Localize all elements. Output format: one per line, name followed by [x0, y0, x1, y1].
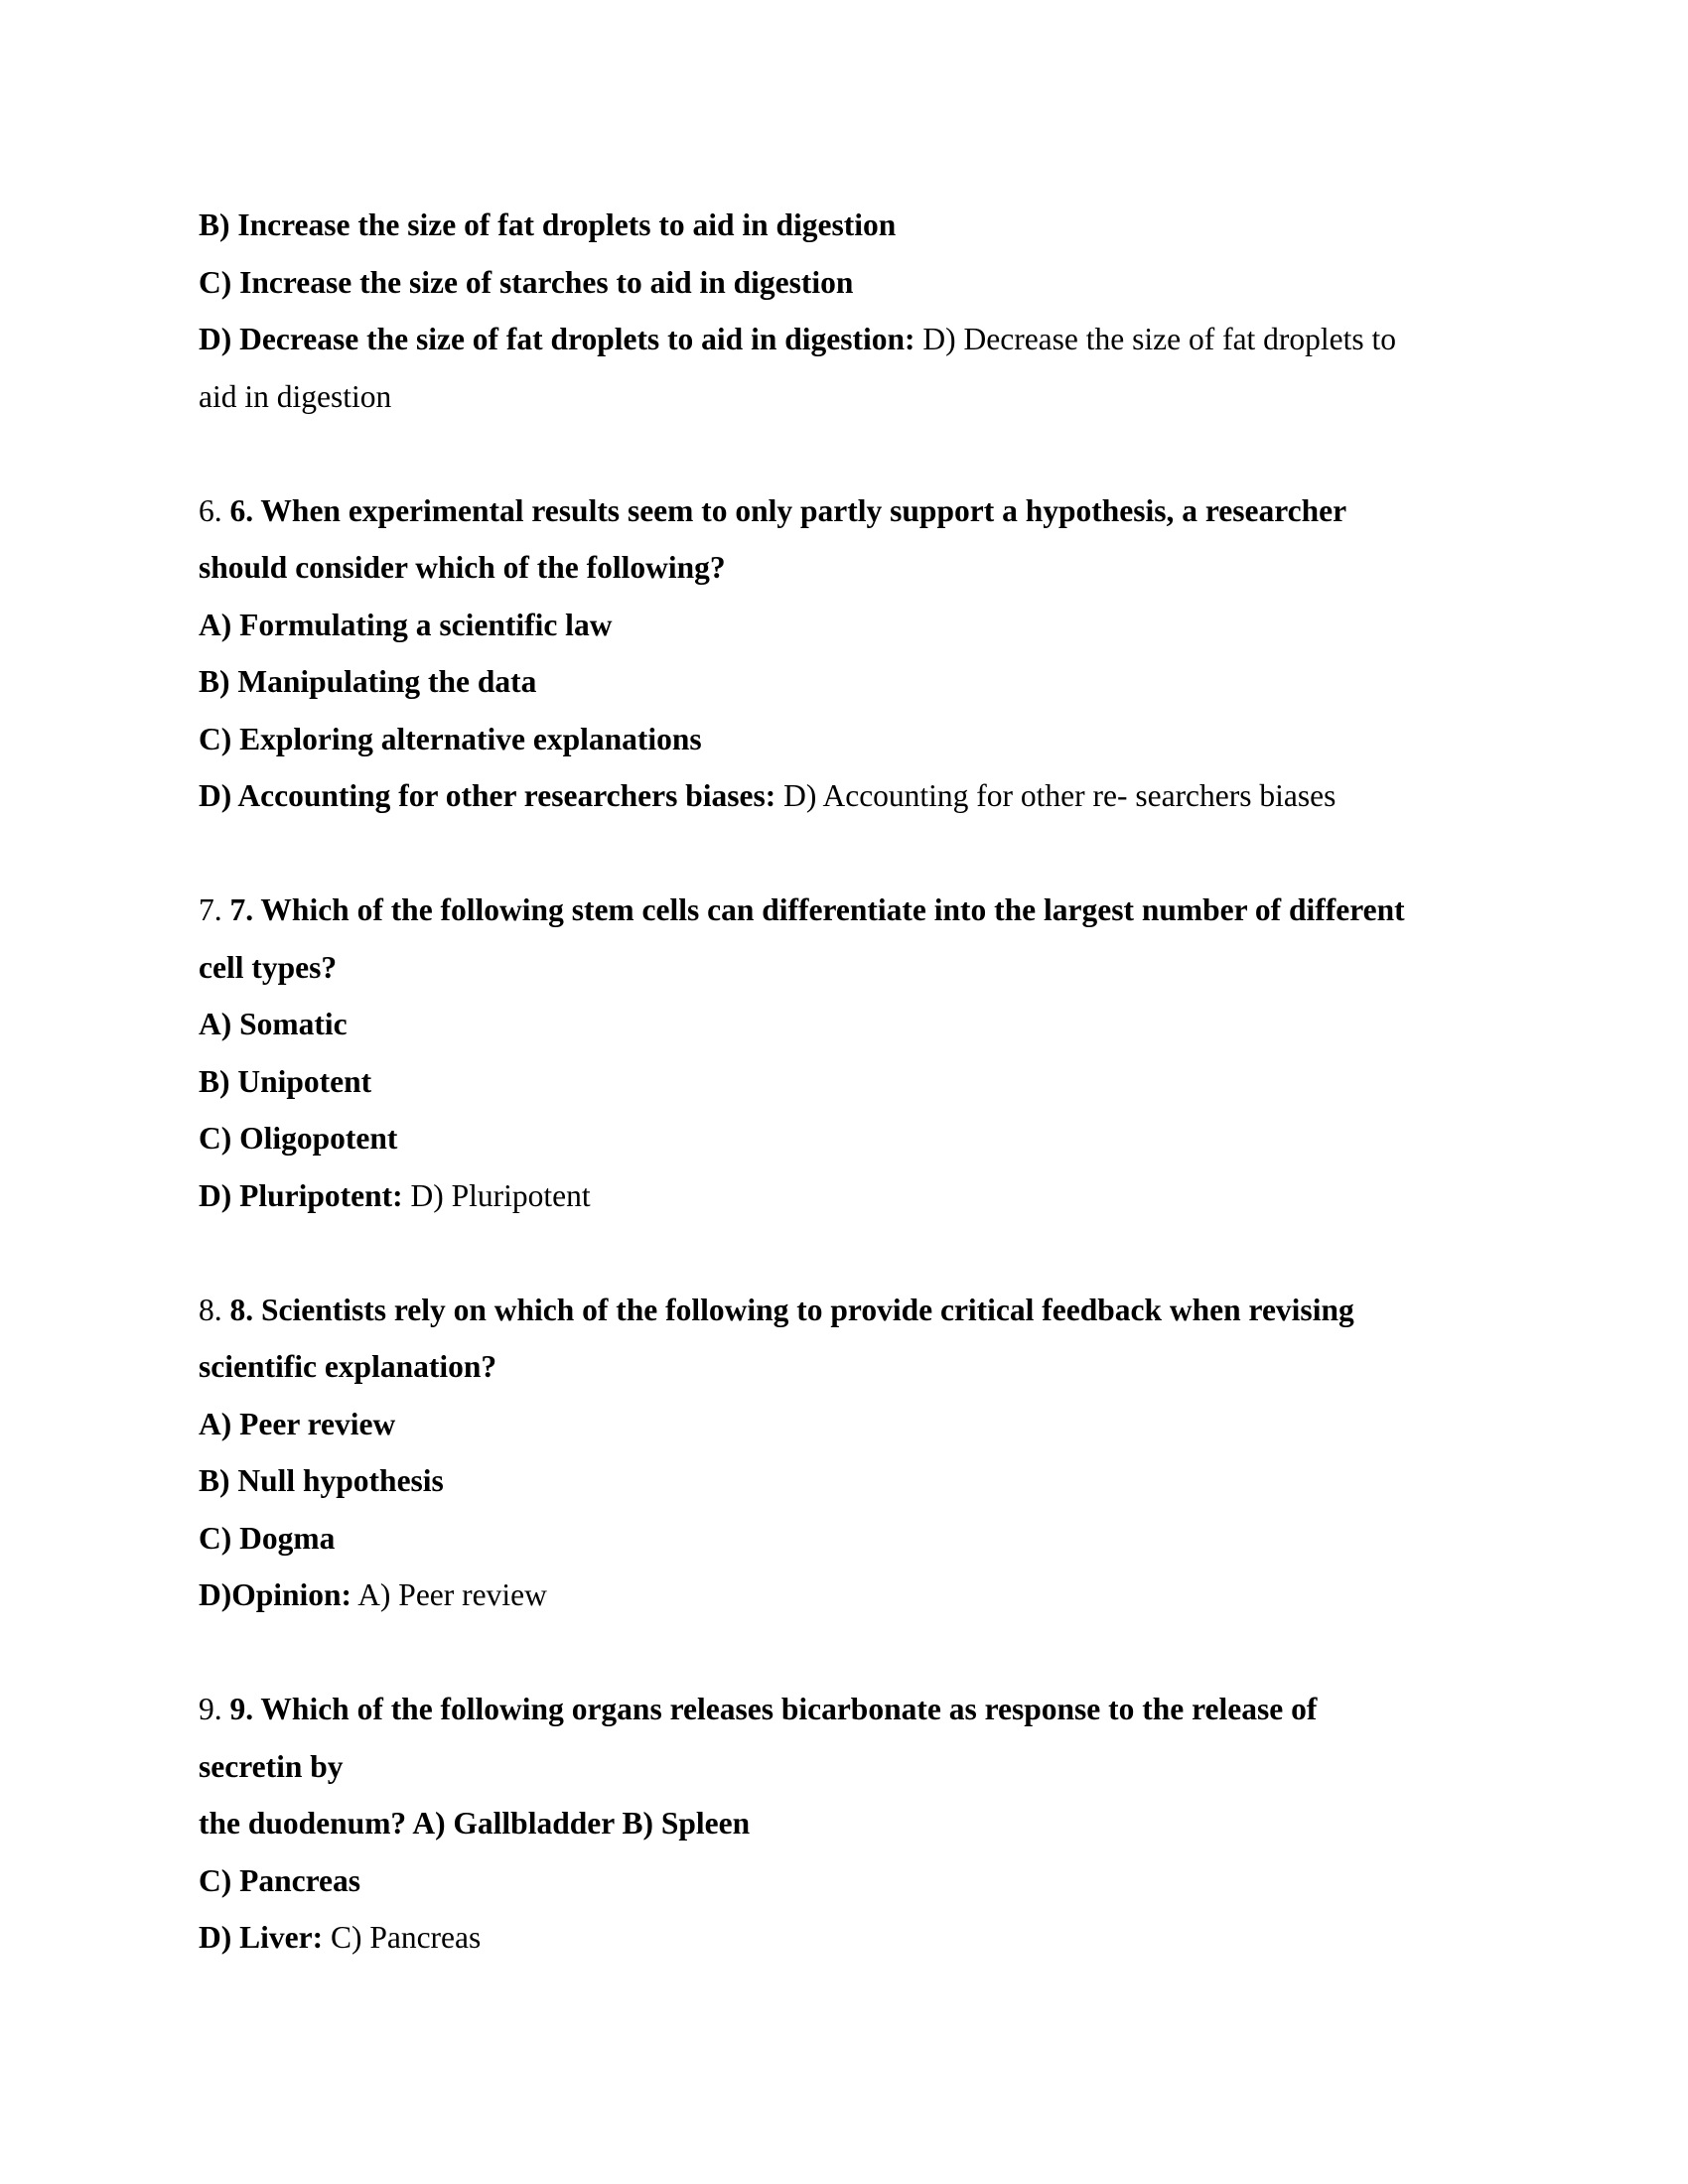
q6-option-a: A) Formulating a scientific law [199, 607, 613, 642]
q5-option-d-line [199, 311, 1489, 368]
q8-question-text: 8. Scientists rely on which of the following to provide critical feedback when revising [229, 1292, 1354, 1327]
q7-option-a: A) Somatic [199, 1007, 348, 1041]
q9-question-text-options: the duodenum? A) Gallbladder B) Spleen [199, 1806, 751, 1841]
q7-answer: D) Pluripotent [410, 1177, 591, 1213]
q8-option-d: D)Opinion: [199, 1577, 352, 1612]
q6-option-b: B) Manipulating the data [199, 664, 537, 699]
q6-option-c: C) Exploring alternative explanations [199, 721, 702, 756]
q8-option-d-line [199, 1567, 1489, 1624]
q6-option-d-line [199, 767, 1489, 825]
q7-option-c: C) Oligopotent [199, 1121, 398, 1156]
q5-option-d: D) Decrease the size of fat droplets to aid in digestion: [199, 322, 915, 356]
quiz-content [199, 197, 1489, 1967]
q6-question-line [199, 482, 1489, 540]
q6-question-text-continued: should consider which of the following? [199, 550, 726, 585]
q8-option-b: B) Null hypothesis [199, 1463, 444, 1498]
q5-option-c: C) Increase the size of starches to aid in digestion [199, 264, 854, 300]
q7-option-b: B) Unipotent [199, 1063, 372, 1099]
q6-question-text: 6. When experimental results seem to only partly support a hypothesis, a researcher [229, 492, 1347, 528]
q7-number: 7. [199, 892, 222, 927]
question-5-block [199, 197, 1489, 425]
q8-answer: A) Peer review [357, 1577, 547, 1612]
q8-option-a: A) Peer review [199, 1406, 396, 1441]
q8-question-line [199, 1282, 1489, 1339]
q7-question-text: 7. Which of the following stem cells can differentiate into the largest number of different [229, 892, 1405, 927]
q9-question-text: 9. Which of the following organs releases bicarbonate as response to the release of [229, 1692, 1318, 1726]
q9-answer: C) Pancreas [330, 1920, 482, 1955]
q9-question-text-continued: secretin by [199, 1748, 344, 1784]
q8-option-c: C) Dogma [199, 1520, 336, 1556]
q6-number: 6. [199, 492, 222, 528]
q5-answer: D) Decrease the size of fat droplets to [922, 322, 1397, 356]
q7-option-d: D) Pluripotent: [199, 1177, 403, 1213]
q9-option-d: D) Liver: [199, 1920, 324, 1955]
q6-option-d: D) Accounting for other researchers biases: [199, 778, 776, 813]
q5-answer-continued: aid in digestion [199, 378, 392, 414]
q6-answer: D) Accounting for other re- searchers biases [783, 778, 1336, 813]
q7-question-line [199, 882, 1489, 939]
q8-number: 8. [199, 1292, 222, 1327]
q9-question-line [199, 1681, 1489, 1738]
question-8-block [199, 1282, 1489, 1624]
q8-question-text-continued: scientific explanation? [199, 1349, 497, 1384]
q9-number: 9. [199, 1692, 222, 1726]
q9-option-d-line [199, 1909, 1489, 1967]
question-9-block [199, 1681, 1489, 1967]
question-7-block [199, 882, 1489, 1224]
q7-question-text-continued: cell types? [199, 949, 338, 985]
q9-option-c: C) Pancreas [199, 1862, 361, 1898]
q7-option-d-line [199, 1167, 1489, 1225]
question-6-block [199, 482, 1489, 825]
q5-option-b: B) Increase the size of fat droplets to aid in digestion [199, 207, 897, 242]
